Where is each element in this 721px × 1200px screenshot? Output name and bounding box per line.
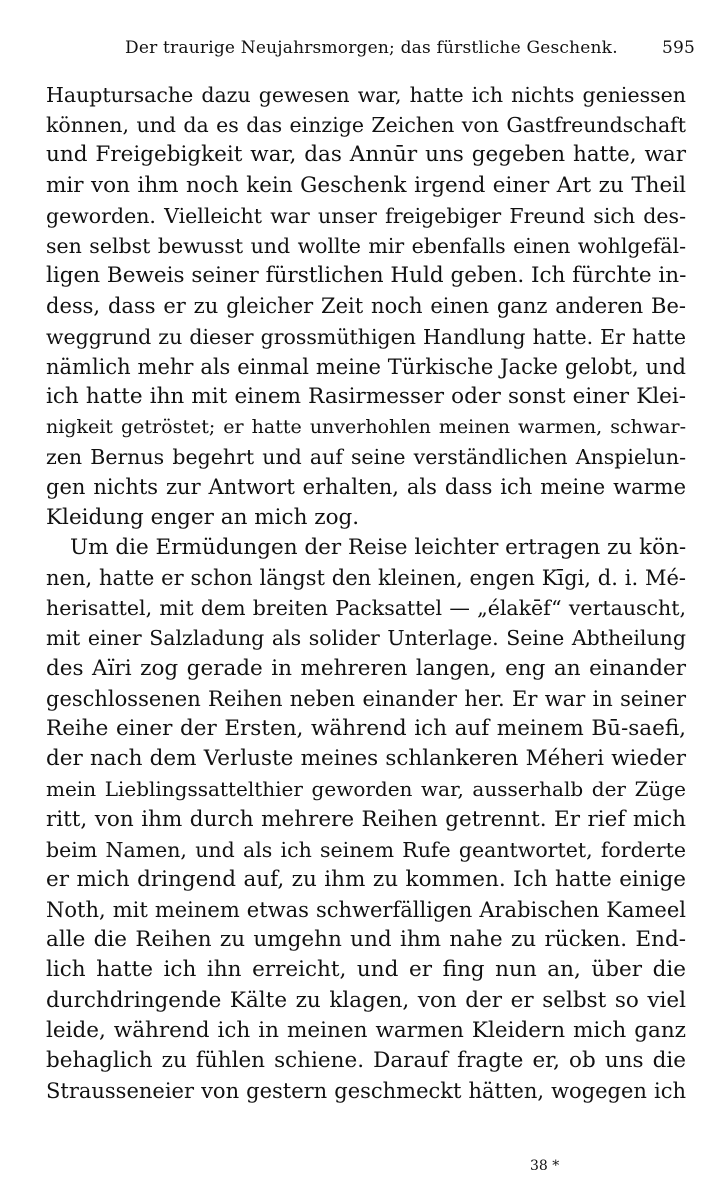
text-line: mit einer Salzladung als solider Unterlage. Seine Abtheilung xyxy=(46,626,686,651)
running-head xyxy=(105,38,695,68)
text-line: und Freigebigkeit war, das Annūr uns gegeben hatte, war xyxy=(46,142,686,168)
text-line: ich hatte ihn mit einem Rasirmesser oder sonst einer Klei- xyxy=(46,383,686,409)
text-line: ritt, von ihm durch mehrere Reihen getrennt. Er rief mich xyxy=(46,806,686,832)
text-line: beim Namen, und als ich seinem Rufe geantwortet, forderte xyxy=(46,837,686,862)
text-line: können, und da es das einzige Zeichen von Gastfreundschaft xyxy=(46,113,686,138)
text-line: nämlich mehr als einmal meine Türkische Jacke gelobt, und xyxy=(46,354,686,379)
text-line: des Aïri zog gerade in mehreren langen, eng an einander xyxy=(46,655,686,681)
text-line: herisattel, mit dem breiten Packsattel — „élakēf“ vertauscht, xyxy=(46,596,686,621)
text-line: Kleidung enger an mich zog. xyxy=(46,504,360,530)
text-line: nigkeit getröstet; er hatte unverhohlen meinen warmen, schwar- xyxy=(46,416,686,439)
text-line: leide, während ich in meinen warmen Kleidern mich ganz xyxy=(46,1017,686,1043)
text-line: Straussenеier von gestern geschmeckt hätten, wogegen ich xyxy=(46,1079,686,1104)
text-line: der nach dem Verluste meines schlankeren Méheri wieder xyxy=(46,746,686,772)
text-line: mein Lieblingssattelthier geworden war, ausserhalb der Züge xyxy=(46,777,686,802)
paragraph xyxy=(46,80,686,533)
text-line: zen Bernus begehrt und auf seine verständlichen Anspielun- xyxy=(46,445,686,470)
text-line: Hauptursache dazu gewesen war, hatte ich nichts geniessen xyxy=(46,83,686,107)
text-line: alle die Reihen zu umgehn und ihm nahe zu rücken. End- xyxy=(46,927,686,953)
text-line: gen nichts zur Antwort erhalten, als dass ich meine warme xyxy=(46,475,686,500)
text-line: geworden. Vielleicht war unser freigebiger Freund sich des- xyxy=(46,203,686,228)
text-line: mir von ihm noch kein Geschenk irgend einer Art zu Theil xyxy=(46,172,686,198)
text-line: dess, dass er zu gleicher Zeit noch einen ganz anderen Be- xyxy=(46,294,686,319)
running-title: Der traurige Neujahrsmorgen; das fürstliche Geschenk. xyxy=(125,38,618,58)
body-text xyxy=(46,80,686,1106)
text-line: durchdringende Kälte zu klagen, von der er selbst so viel xyxy=(46,987,686,1013)
text-line: Reihe einer der Ersten, während ich auf meinem Bū-saefi, xyxy=(46,715,686,741)
text-line: behaglich zu fühlen schiene. Darauf fragte er, ob uns die xyxy=(46,1048,686,1073)
text-line: lich hatte ich ihn erreicht, und er fing nun an, über die xyxy=(46,957,686,983)
paragraph xyxy=(46,533,686,1107)
text-line: weggrund zu dieser grossmüthigen Handlung hatte. Er hatte xyxy=(46,324,686,349)
text-line: sen selbst bewusst und wollte mir ebenfalls einen wohlgefäl- xyxy=(46,233,686,258)
page-number: 595 xyxy=(661,38,695,58)
text-line: nen, hatte er schon längst den kleinen, engen Kīgi, d. i. Mé- xyxy=(46,566,686,590)
text-line: geschlossenen Reihen neben einander her. Er war in seiner xyxy=(46,686,686,711)
signature-mark: 38 * xyxy=(530,1158,560,1174)
text-line: Um die Ermüdungen der Reise leichter ertragen zu kön- xyxy=(70,534,687,560)
text-line: er mich dringend auf, zu ihm zu kommen. Ich hatte einige xyxy=(46,866,686,892)
text-line: ligen Beweis seiner fürstlichen Huld geben. Ich fürchte in- xyxy=(46,263,687,289)
text-line: Noth, mit meinem etwas schwerfälligen Arabischen Kameel xyxy=(46,898,686,923)
